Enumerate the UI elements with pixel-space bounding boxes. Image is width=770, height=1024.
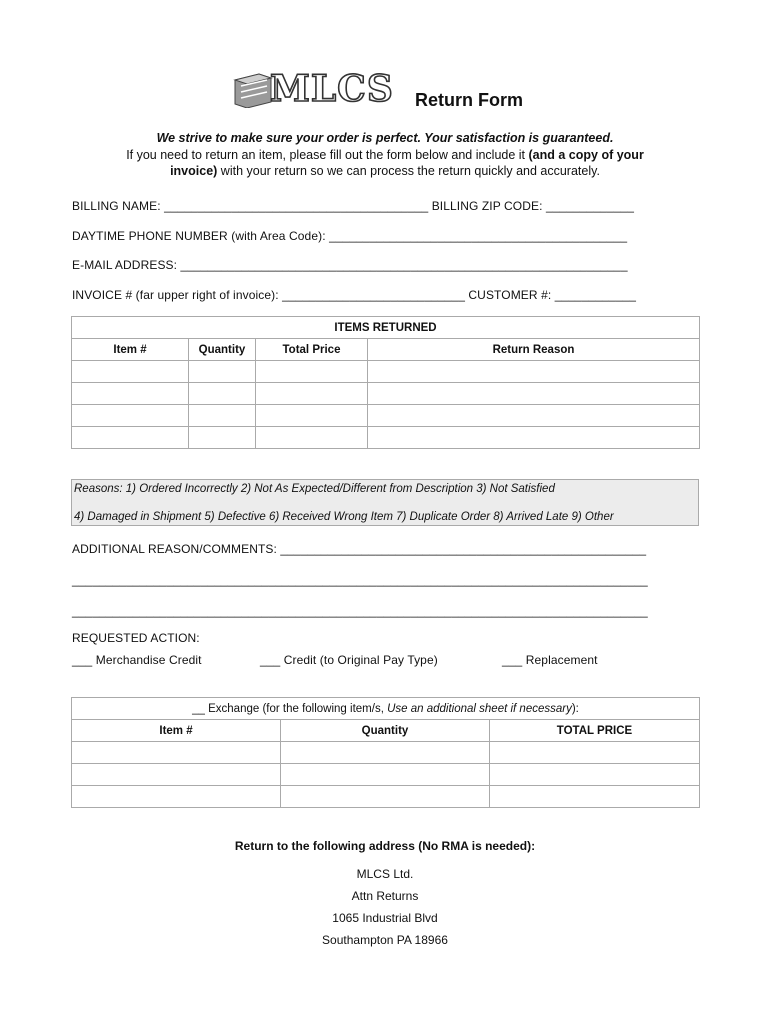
address-city: Southampton PA 18966 [322,933,448,947]
table-row[interactable] [72,764,700,786]
intro-line2-bold: (and a copy of your [528,147,644,162]
col-item: Item # [72,720,281,742]
replacement-option[interactable]: ___ Replacement [502,653,598,667]
address-attn: Attn Returns [351,889,419,903]
merchandise-credit-option[interactable]: ___ Merchandise Credit [72,653,202,667]
reasons-legend [71,479,699,526]
email-field[interactable]: E-MAIL ADDRESS: __________________________________________________________________ [72,258,628,272]
phone-field[interactable]: DAYTIME PHONE NUMBER (with Area Code): ____________________________________________ [72,229,628,243]
table-row[interactable] [72,361,700,383]
intro-text [60,130,710,180]
items-returned-table [71,316,700,449]
address-company: MLCS Ltd. [356,867,414,881]
intro-guarantee: We strive to make sure your order is perfect. Your satisfaction is guaranteed. [156,131,614,145]
table-row[interactable] [72,742,700,764]
credit-original-option[interactable]: ___ Credit (to Original Pay Type) [260,653,438,667]
table-row[interactable] [72,786,700,808]
col-quantity: Quantity [189,339,256,361]
billing-name-field[interactable]: BILLING NAME: _______________________________________ BILLING ZIP CODE: _____________ [72,199,635,213]
intro-line3-bold: invoice) [170,164,218,178]
col-total-price: Total Price [256,339,368,361]
comments-line-3[interactable]: _____________________________________________________________________________________ [72,604,648,618]
return-address-heading: Return to the following address (No RMA is needed): [234,839,536,853]
col-quantity: Quantity [281,720,490,742]
intro-instructions [60,147,710,164]
form-header [0,70,770,120]
col-return-reason: Return Reason [368,339,700,361]
items-table-title: ITEMS RETURNED [72,317,700,339]
table-row[interactable] [72,427,700,449]
comments-field[interactable]: ADDITIONAL REASON/COMMENTS: ______________________________________________________ [72,542,647,556]
reasons-line2: 4) Damaged in Shipment 5) Defective 6) Received Wrong Item 7) Duplicate Order 8) Arrived Late 9) Other [74,511,614,523]
logo-wordmark: MLCS [270,68,394,110]
exchange-table [71,697,700,808]
exchange-title-main: __ Exchange (for the following item/s, [192,702,388,715]
comments-line-2[interactable]: _____________________________________________________________________________________ [72,573,648,587]
page-title: Return Form [415,90,523,110]
table-row[interactable] [72,383,700,405]
intro-line2: If you need to return an item, please fill out the form below and include it [126,147,529,162]
col-item: Item # [72,339,189,361]
intro-line3: with your return so we can process the return quickly and accurately. [217,164,600,178]
invoice-field[interactable]: INVOICE # (far upper right of invoice): ___________________________ CUSTOMER #: ____________ [72,288,637,302]
exchange-title-italic: Use an additional sheet if necessary [387,702,572,715]
exchange-table-title [72,698,700,720]
requested-action-label: REQUESTED ACTION: [72,631,200,645]
table-row[interactable] [72,405,700,427]
reasons-line1: Reasons: 1) Ordered Incorrectly 2) Not As Expected/Different from Description 3) Not Satisfied [74,483,555,495]
exchange-title-end: ): [571,702,579,715]
address-street: 1065 Industrial Blvd [332,911,438,925]
col-total-price: TOTAL PRICE [490,720,700,742]
intro-instructions-cont [60,163,710,180]
